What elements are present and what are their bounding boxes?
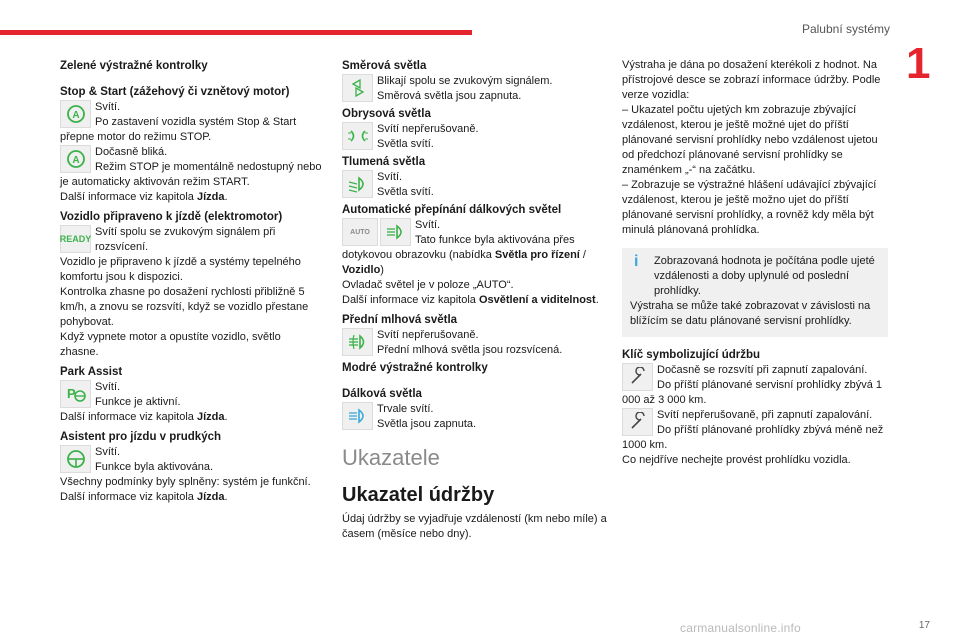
info-note: i Zobrazovaná hodnota je počítána podle ujeté vzdálenosti a doby uplynulé od poslední prohlídky. Výstraha se může také zobrazovat v závislosti na blížícím se datu plánované servisní prohlídky. bbox=[622, 248, 888, 337]
auto-high-beam-grey-icon: AUTO bbox=[342, 218, 378, 246]
page-number: 17 bbox=[918, 620, 930, 631]
dipped-beam-title: Tlumená světla bbox=[342, 156, 426, 168]
indicators-heading: Ukazatele bbox=[342, 445, 440, 470]
wrench-icon bbox=[622, 363, 653, 391]
svg-text:A: A bbox=[71, 110, 80, 121]
ready-icon: READY bbox=[60, 225, 91, 253]
header-red-bar bbox=[0, 30, 472, 35]
side-lights-icon bbox=[342, 122, 373, 150]
service-indicator-heading: Ukazatel údržby bbox=[342, 484, 495, 506]
front-fog-icon bbox=[342, 328, 373, 356]
turn-signal-title: Směrová světla bbox=[342, 60, 427, 72]
info-icon: i bbox=[634, 253, 639, 270]
auto-high-beam-title: Automatické přepínání dálkových světel bbox=[342, 204, 562, 216]
front-fog-title: Přední mlhová světla bbox=[342, 314, 458, 326]
ready-title: Vozidlo připraveno k jízdě (elektromotor) bbox=[60, 211, 283, 223]
turn-signal-icon bbox=[342, 74, 373, 102]
park-assist-title: Park Assist bbox=[60, 366, 123, 378]
hill-assist-title: Asistent pro jízdu v prudkých bbox=[60, 431, 222, 443]
stop-start-flash-icon bbox=[60, 145, 91, 173]
stopstart-title: Stop & Start (zážehový či vznětový motor) bbox=[60, 86, 290, 98]
auto-high-beam-green-icon bbox=[380, 218, 411, 246]
column-3: Výstraha je dána po dosažení kterékoli z hodnot. Na přístrojové desce se zobrazí informace údržby. Podle verze vozidla: – Ukazatel počtu ujetých km zobrazuje zbývající vzdálenost, kterou je ještě možné ujet do příští plánované servisní prohlídky nebo vzdálenost ujetou od předchozí plánované servisní prohlídky se znaménkem „-“ na začátku. – Zobrazuje se výstražné hlášení udávající zbývající vzdálenost, kterou je ještě možno ujet do příští plánované servisní prohlídky, a rovněž kdy měla být minulá plánovaná prohlídka. i Zobrazovaná hodnota je počítána podle ujeté vzdálenosti a doby uplynulé od poslední prohlídky. Výstraha se může také zobrazovat v závislosti na blížícím se datu plánované servisní prohlídky. Klíč symbolizující údržbu Dočasně se rozsvítí při zapnutí zapalování. Do příští plánované servisní prohlídky zbývá 1 000 až 3 000 km. Svítí nepřerušovaně, při zapnutí zapalování. Do příští plánované prohlídky zbývá méně než 1000 km. Co nejdříve nechejte provést prohlídku vozidla. bbox=[622, 58, 888, 468]
svg-text:A: A bbox=[71, 155, 80, 166]
wrench-steady-icon bbox=[622, 408, 653, 436]
svg-text:P: P bbox=[66, 386, 76, 401]
column-1: Zelené výstražné kontrolky Stop & Start (zážehový či vznětový motor) A Svítí. Po zastavení vozidla systém Stop & Start přepne motor do režimu STOP. A Dočasně bliká. Režim STOP je momentálně nedostupný nebo je automaticky aktivován režim START. Další informace viz kapitola Jízda. Vozidlo připraveno k jízdě (elektromotor) READY Svítí spolu se zvukovým signálem při rozsvícení. Vozidlo je připraveno k jízdě a systémy tepelného komfortu jsou k dispozici. Kontrolka zhasne po dosažení rychlosti přibližně 5 km/h, a znovu se rozsvítí, když se vozidlo přestane pohybovat. Když vypnete motor a opustíte vozidlo, světlo zhasne. Park Assist P Svítí. Funkce je aktivní. Další informace viz kapitola Jízda. Asistent pro jízdu v prudkých Svítí. Funkce byla aktivována. Všechny podmínky byly splněny: systém je funkční. Další informace viz kapitola Jízda. bbox=[59, 60, 322, 503]
side-lights-title: Obrysová světla bbox=[342, 108, 431, 120]
main-beam-icon bbox=[342, 402, 373, 430]
chapter-number: 1 bbox=[906, 39, 931, 88]
service-indicator-text: Údaj údržby se vyjadřuje vzdáleností (km nebo míle) a časem (měsíce nebo dny). bbox=[342, 513, 607, 540]
main-beam-title: Dálková světla bbox=[342, 388, 422, 400]
page-header-title: Palubní systémy bbox=[801, 22, 890, 36]
wrench-title: Klíč symbolizující údržbu bbox=[622, 349, 761, 361]
park-assist-icon bbox=[60, 380, 91, 408]
stop-start-icon bbox=[60, 100, 91, 128]
section-title-green: Zelené výstražné kontrolky bbox=[60, 60, 208, 72]
steering-wheel-icon bbox=[60, 445, 91, 473]
watermark: carmanualsonline.info bbox=[680, 621, 801, 635]
section-title-blue: Modré výstražné kontrolky bbox=[342, 362, 488, 374]
column-2: Směrová světla Blikají spolu se zvukovým signálem. Směrová světla jsou zapnuta. Obrysová světla Svítí nepřerušovaně. Světla svítí. Tlumená světla Svítí. Světla svítí. Automatické přepínání dálkových světel AUTO Svítí. Tato funkce byla aktivována přes dotykovou obrazovku (nabídka Světla pro řízení / Vozidlo) Ovladač světel je v poloze „AUTO“. Další informace viz kapitola Osvětlení a viditelnost. Přední mlhová světla Svítí nepřerušovaně. Přední mlhová světla jsou rozsvícená. Modré výstražné kontrolky Dálková světla Trvale svítí. Světla jsou zapnuta. Ukazatele Ukazatel údržby Údaj údržby se vyjadřuje vzdáleností (km nebo míle) a časem (měsíce nebo dny). bbox=[342, 60, 607, 540]
dipped-beam-icon bbox=[342, 170, 373, 198]
